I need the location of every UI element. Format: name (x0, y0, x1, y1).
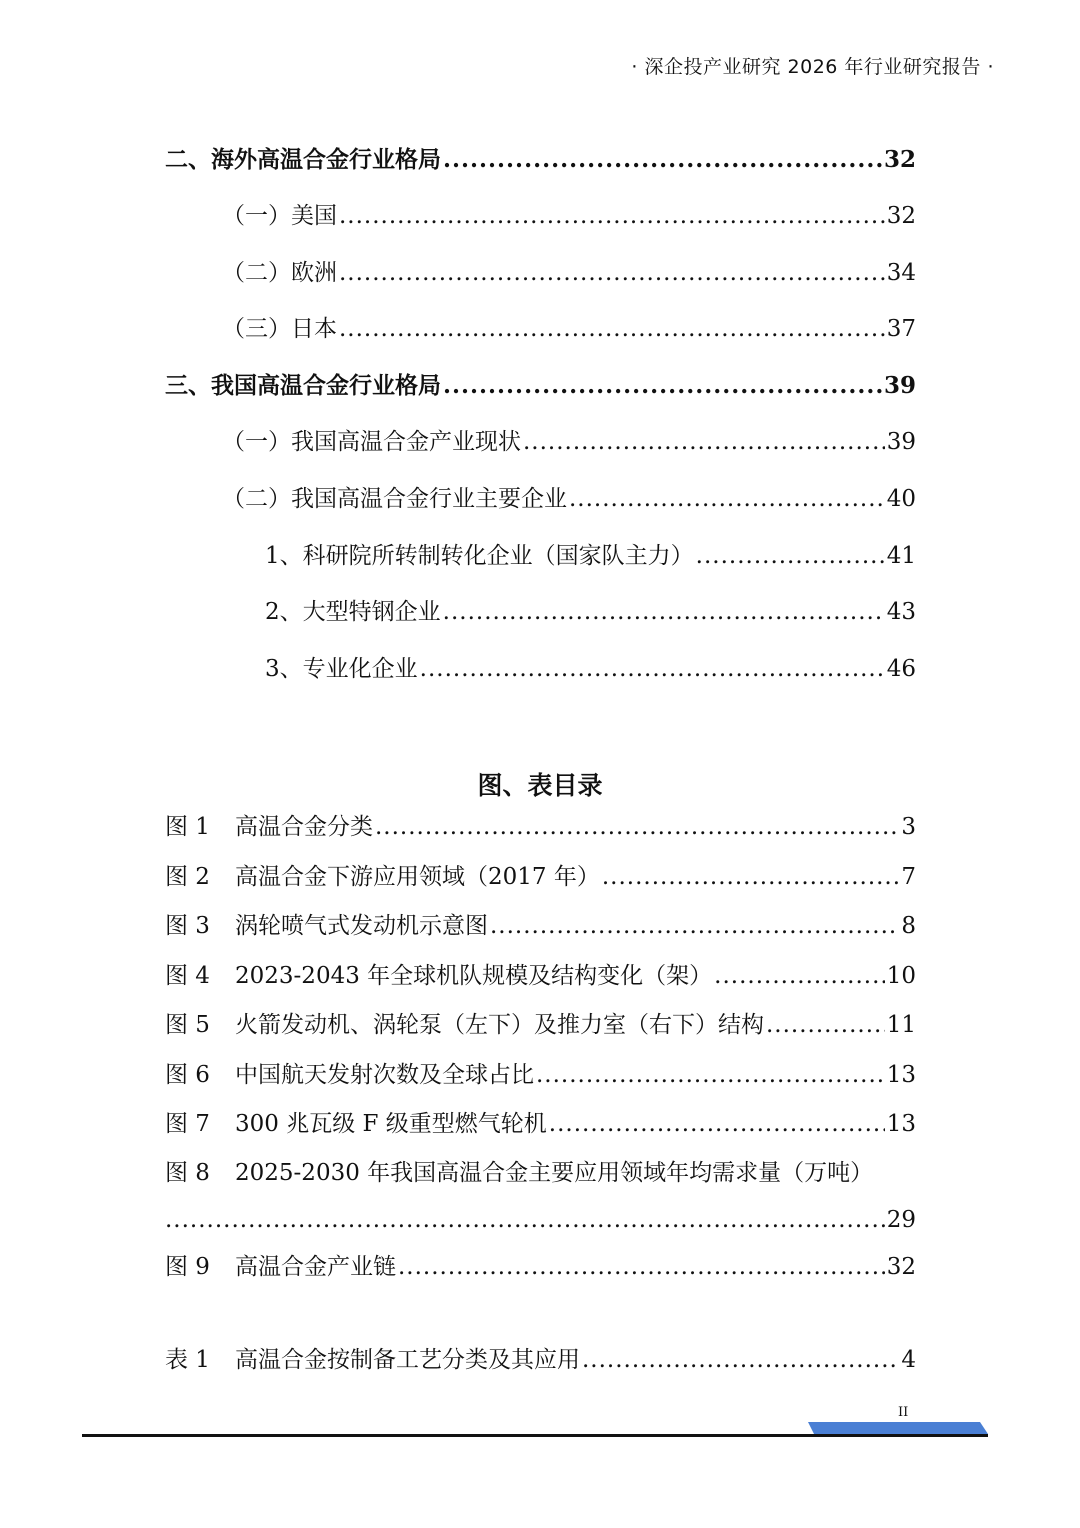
figure-label: 涡轮喷气式发动机示意图 (235, 913, 488, 939)
toc-entry-research-institutes[interactable] (0, 538, 916, 574)
toc-entry-page: 37 (886, 316, 916, 342)
toc-entry-label: 2、大型特钢企业 (265, 599, 441, 625)
toc-entry-page: 46 (886, 656, 916, 682)
toc-leader-dots (339, 311, 885, 347)
toc-leader-dots (602, 859, 900, 895)
toc-entry-label: （一）我国高温合金产业现状 (222, 429, 521, 455)
figure-entry[interactable] (0, 908, 916, 944)
figure-entry[interactable] (0, 1007, 916, 1043)
figure-entry[interactable] (0, 1106, 916, 1142)
figure-entry-wrapped-label[interactable] (165, 1155, 873, 1191)
toc-entry-page: 41 (886, 543, 916, 569)
toc-entry-page: 39 (886, 429, 916, 455)
figure-number: 图 2 (165, 864, 210, 890)
toc-entry-page: 34 (886, 260, 916, 286)
figure-number: 图 5 (165, 1012, 210, 1038)
figure-page: 3 (901, 814, 916, 840)
figure-entry[interactable] (0, 859, 916, 895)
figure-label: 中国航天发射次数及全球占比 (235, 1062, 534, 1088)
figure-number: 图 6 (165, 1062, 210, 1088)
figure-label: 300 兆瓦级 F 级重型燃气轮机 (235, 1111, 547, 1137)
toc-leader-dots (339, 255, 885, 291)
toc-leader-dots (766, 1007, 885, 1043)
toc-leader-dots (443, 368, 882, 404)
footer-accent-band (808, 1422, 988, 1434)
toc-entry-usa[interactable] (0, 198, 916, 234)
figure-page: 13 (886, 1111, 916, 1137)
figure-entry[interactable] (0, 1057, 916, 1093)
figure-number: 图 9 (165, 1254, 210, 1280)
toc-entry-europe[interactable] (0, 255, 916, 291)
figure-label: 高温合金分类 (235, 814, 373, 840)
table-page: 4 (901, 1347, 916, 1373)
page-number: II (898, 1405, 909, 1420)
toc-entry-label: 二、海外高温合金行业格局 (165, 146, 441, 173)
toc-entry-japan[interactable] (0, 311, 916, 347)
toc-entry-page: 32 (886, 203, 916, 229)
toc-entry-page: 43 (886, 599, 916, 625)
toc-leader-dots (490, 908, 899, 944)
toc-leader-dots (443, 594, 885, 630)
figure-number: 图 1 (165, 814, 210, 840)
figure-page: 13 (886, 1062, 916, 1088)
table-label: 高温合金按制备工艺分类及其应用 (235, 1347, 580, 1373)
toc-leader-dots (165, 1202, 885, 1238)
figure-page: 8 (901, 913, 916, 939)
toc-entry-label: （二）我国高温合金行业主要企业 (222, 486, 567, 512)
toc-entry-domestic-status[interactable] (0, 424, 916, 460)
toc-entry-page: 39 (883, 372, 916, 399)
toc-entry-domestic-companies[interactable] (0, 481, 916, 517)
toc-leader-dots (339, 198, 885, 234)
toc-entry-page: 32 (883, 146, 916, 173)
figure-label: 2025-2030 年我国高温合金主要应用领域年均需求量（万吨） (235, 1160, 874, 1186)
toc-entry-label: 1、科研院所转制转化企业（国家队主力） (265, 543, 694, 569)
toc-entry-label: 3、专业化企业 (265, 656, 418, 682)
toc-leader-dots (443, 142, 882, 178)
table-entry[interactable] (0, 1342, 916, 1378)
toc-leader-dots (714, 958, 885, 994)
figure-entry[interactable] (0, 1249, 916, 1285)
figure-page: 32 (886, 1254, 916, 1280)
figure-number: 图 8 (165, 1160, 210, 1186)
toc-leader-dots (375, 809, 899, 845)
figure-page: 29 (886, 1207, 916, 1233)
toc-entry-specialized[interactable] (0, 651, 916, 687)
figure-number: 图 4 (165, 963, 210, 989)
figure-entry-continuation[interactable] (0, 1202, 916, 1238)
toc-leader-dots (569, 481, 885, 517)
toc-entry-label: （一）美国 (222, 203, 337, 229)
toc-entry-special-steel[interactable] (0, 594, 916, 630)
toc-leader-dots (420, 651, 885, 687)
toc-entry-page: 40 (886, 486, 916, 512)
figure-page: 10 (886, 963, 916, 989)
figure-label: 高温合金产业链 (235, 1254, 396, 1280)
figure-number: 图 7 (165, 1111, 210, 1137)
report-header: · 深企投产业研究 2026 年行业研究报告 · (631, 56, 994, 78)
toc-entry-overseas-landscape[interactable] (0, 142, 916, 178)
toc-leader-dots (582, 1342, 899, 1378)
figure-label: 2023-2043 年全球机队规模及结构变化（架） (235, 963, 713, 989)
footer-rule (82, 1434, 988, 1437)
figure-entry[interactable] (0, 809, 916, 845)
figure-label: 火箭发动机、涡轮泵（左下）及推力室（右下）结构 (235, 1012, 764, 1038)
figure-number: 图 3 (165, 913, 210, 939)
figure-page: 11 (886, 1012, 916, 1038)
toc-leader-dots (523, 424, 885, 460)
figure-page: 7 (901, 864, 916, 890)
toc-leader-dots (398, 1249, 885, 1285)
figures-section-title: 图、表目录 (477, 771, 603, 800)
toc-leader-dots (536, 1057, 885, 1093)
toc-entry-label: 三、我国高温合金行业格局 (165, 372, 441, 399)
toc-leader-dots (549, 1106, 885, 1142)
figure-label: 高温合金下游应用领域（2017 年） (235, 864, 600, 890)
toc-entry-label: （二）欧洲 (222, 260, 337, 286)
figure-entry[interactable] (0, 958, 916, 994)
toc-leader-dots (696, 538, 885, 574)
table-number: 表 1 (165, 1347, 210, 1373)
toc-entry-label: （三）日本 (222, 316, 337, 342)
toc-entry-domestic-landscape[interactable] (0, 368, 916, 404)
